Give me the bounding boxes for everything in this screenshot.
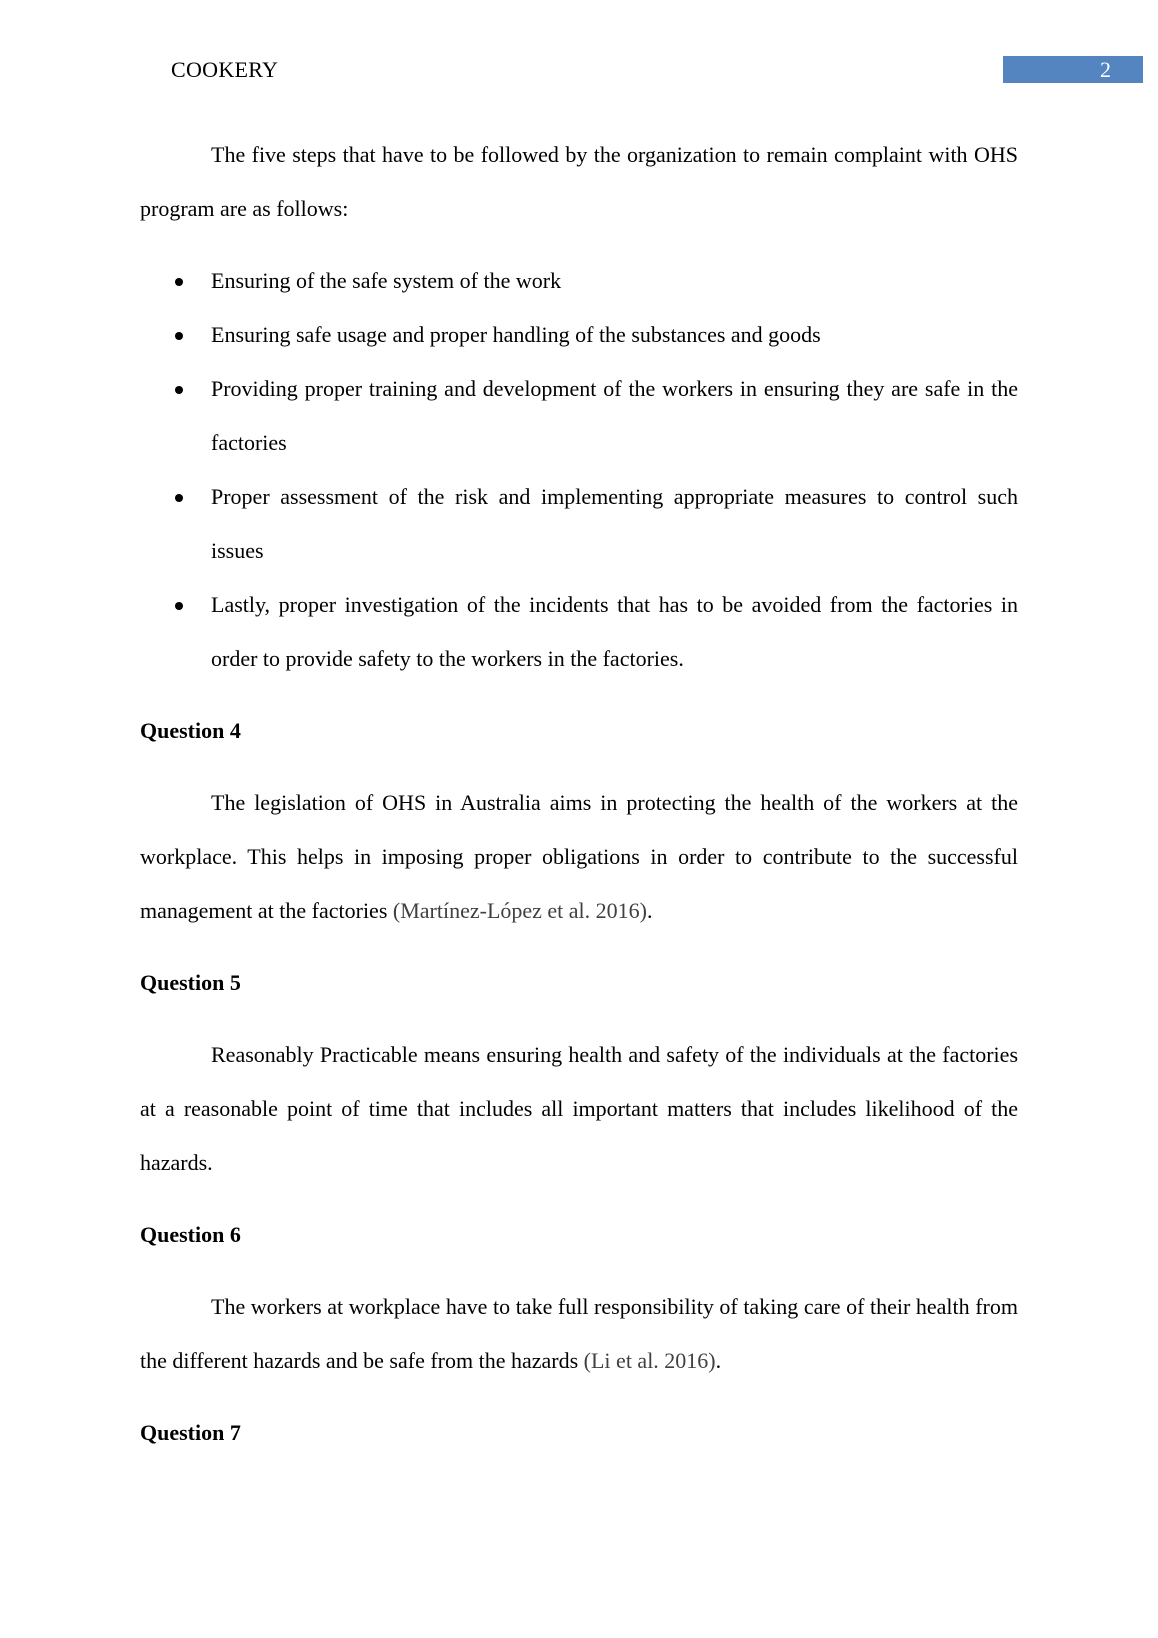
section-heading-question-6: Question 6 xyxy=(140,1222,241,1247)
bullet-icon xyxy=(175,332,183,340)
bullet-icon xyxy=(175,386,183,394)
page-number: 2 xyxy=(1100,57,1111,82)
list-item-text: Providing proper training and development of the workers in ensuring they are safe in the factories xyxy=(211,376,1018,455)
section-heading-question-4: Question 4 xyxy=(140,718,241,743)
bullet-icon xyxy=(175,494,183,502)
list-item-text: Lastly, proper investigation of the incidents that has to be avoided from the factories in order to provide safety to the workers in the factories. xyxy=(211,592,1018,671)
section-paragraph-question-5: Reasonably Practicable means ensuring health and safety of the individuals at the factories at a reasonable point of time that includes all important matters that includes likelihood of the hazards. xyxy=(140,1042,1018,1175)
bullet-icon xyxy=(175,602,183,610)
paragraph-text: The legislation of OHS in Australia aims in protecting the health of the workers at the workplace. This helps in imposing proper obligations in order to contribute to the successful management at the factories xyxy=(140,790,1018,923)
list-item xyxy=(211,578,1018,686)
document-body xyxy=(140,128,1018,1478)
list-item-text: Ensuring of the safe system of the work xyxy=(211,268,562,293)
page-number-box xyxy=(1003,56,1143,83)
paragraph-tail: . xyxy=(715,1348,722,1373)
steps-list xyxy=(140,254,1018,686)
list-item xyxy=(211,362,1018,470)
bullet-icon xyxy=(175,278,183,286)
section-paragraph-question-6 xyxy=(140,1280,1018,1388)
list-item-text: Proper assessment of the risk and implementing appropriate measures to control such issues xyxy=(211,484,1018,563)
section-heading-question-7: Question 7 xyxy=(140,1420,241,1445)
citation: (Li et al. 2016) xyxy=(583,1348,716,1373)
list-item xyxy=(211,254,1018,308)
paragraph-text: The workers at workplace have to take full responsibility of taking care of their health from the different hazards and be safe from the hazards xyxy=(140,1294,1018,1373)
list-item xyxy=(211,308,1018,362)
section-paragraph-question-4 xyxy=(140,776,1018,938)
intro-paragraph: The five steps that have to be followed by the organization to remain complaint with OHS program are as follows: xyxy=(140,142,1018,221)
section-heading-question-5: Question 5 xyxy=(140,970,241,995)
list-item xyxy=(211,470,1018,578)
running-header-title: COOKERY xyxy=(171,57,279,82)
citation: (Martínez-López et al. 2016) xyxy=(392,898,647,923)
paragraph-tail: . xyxy=(647,898,653,923)
list-item-text: Ensuring safe usage and proper handling of the substances and goods xyxy=(211,322,821,347)
